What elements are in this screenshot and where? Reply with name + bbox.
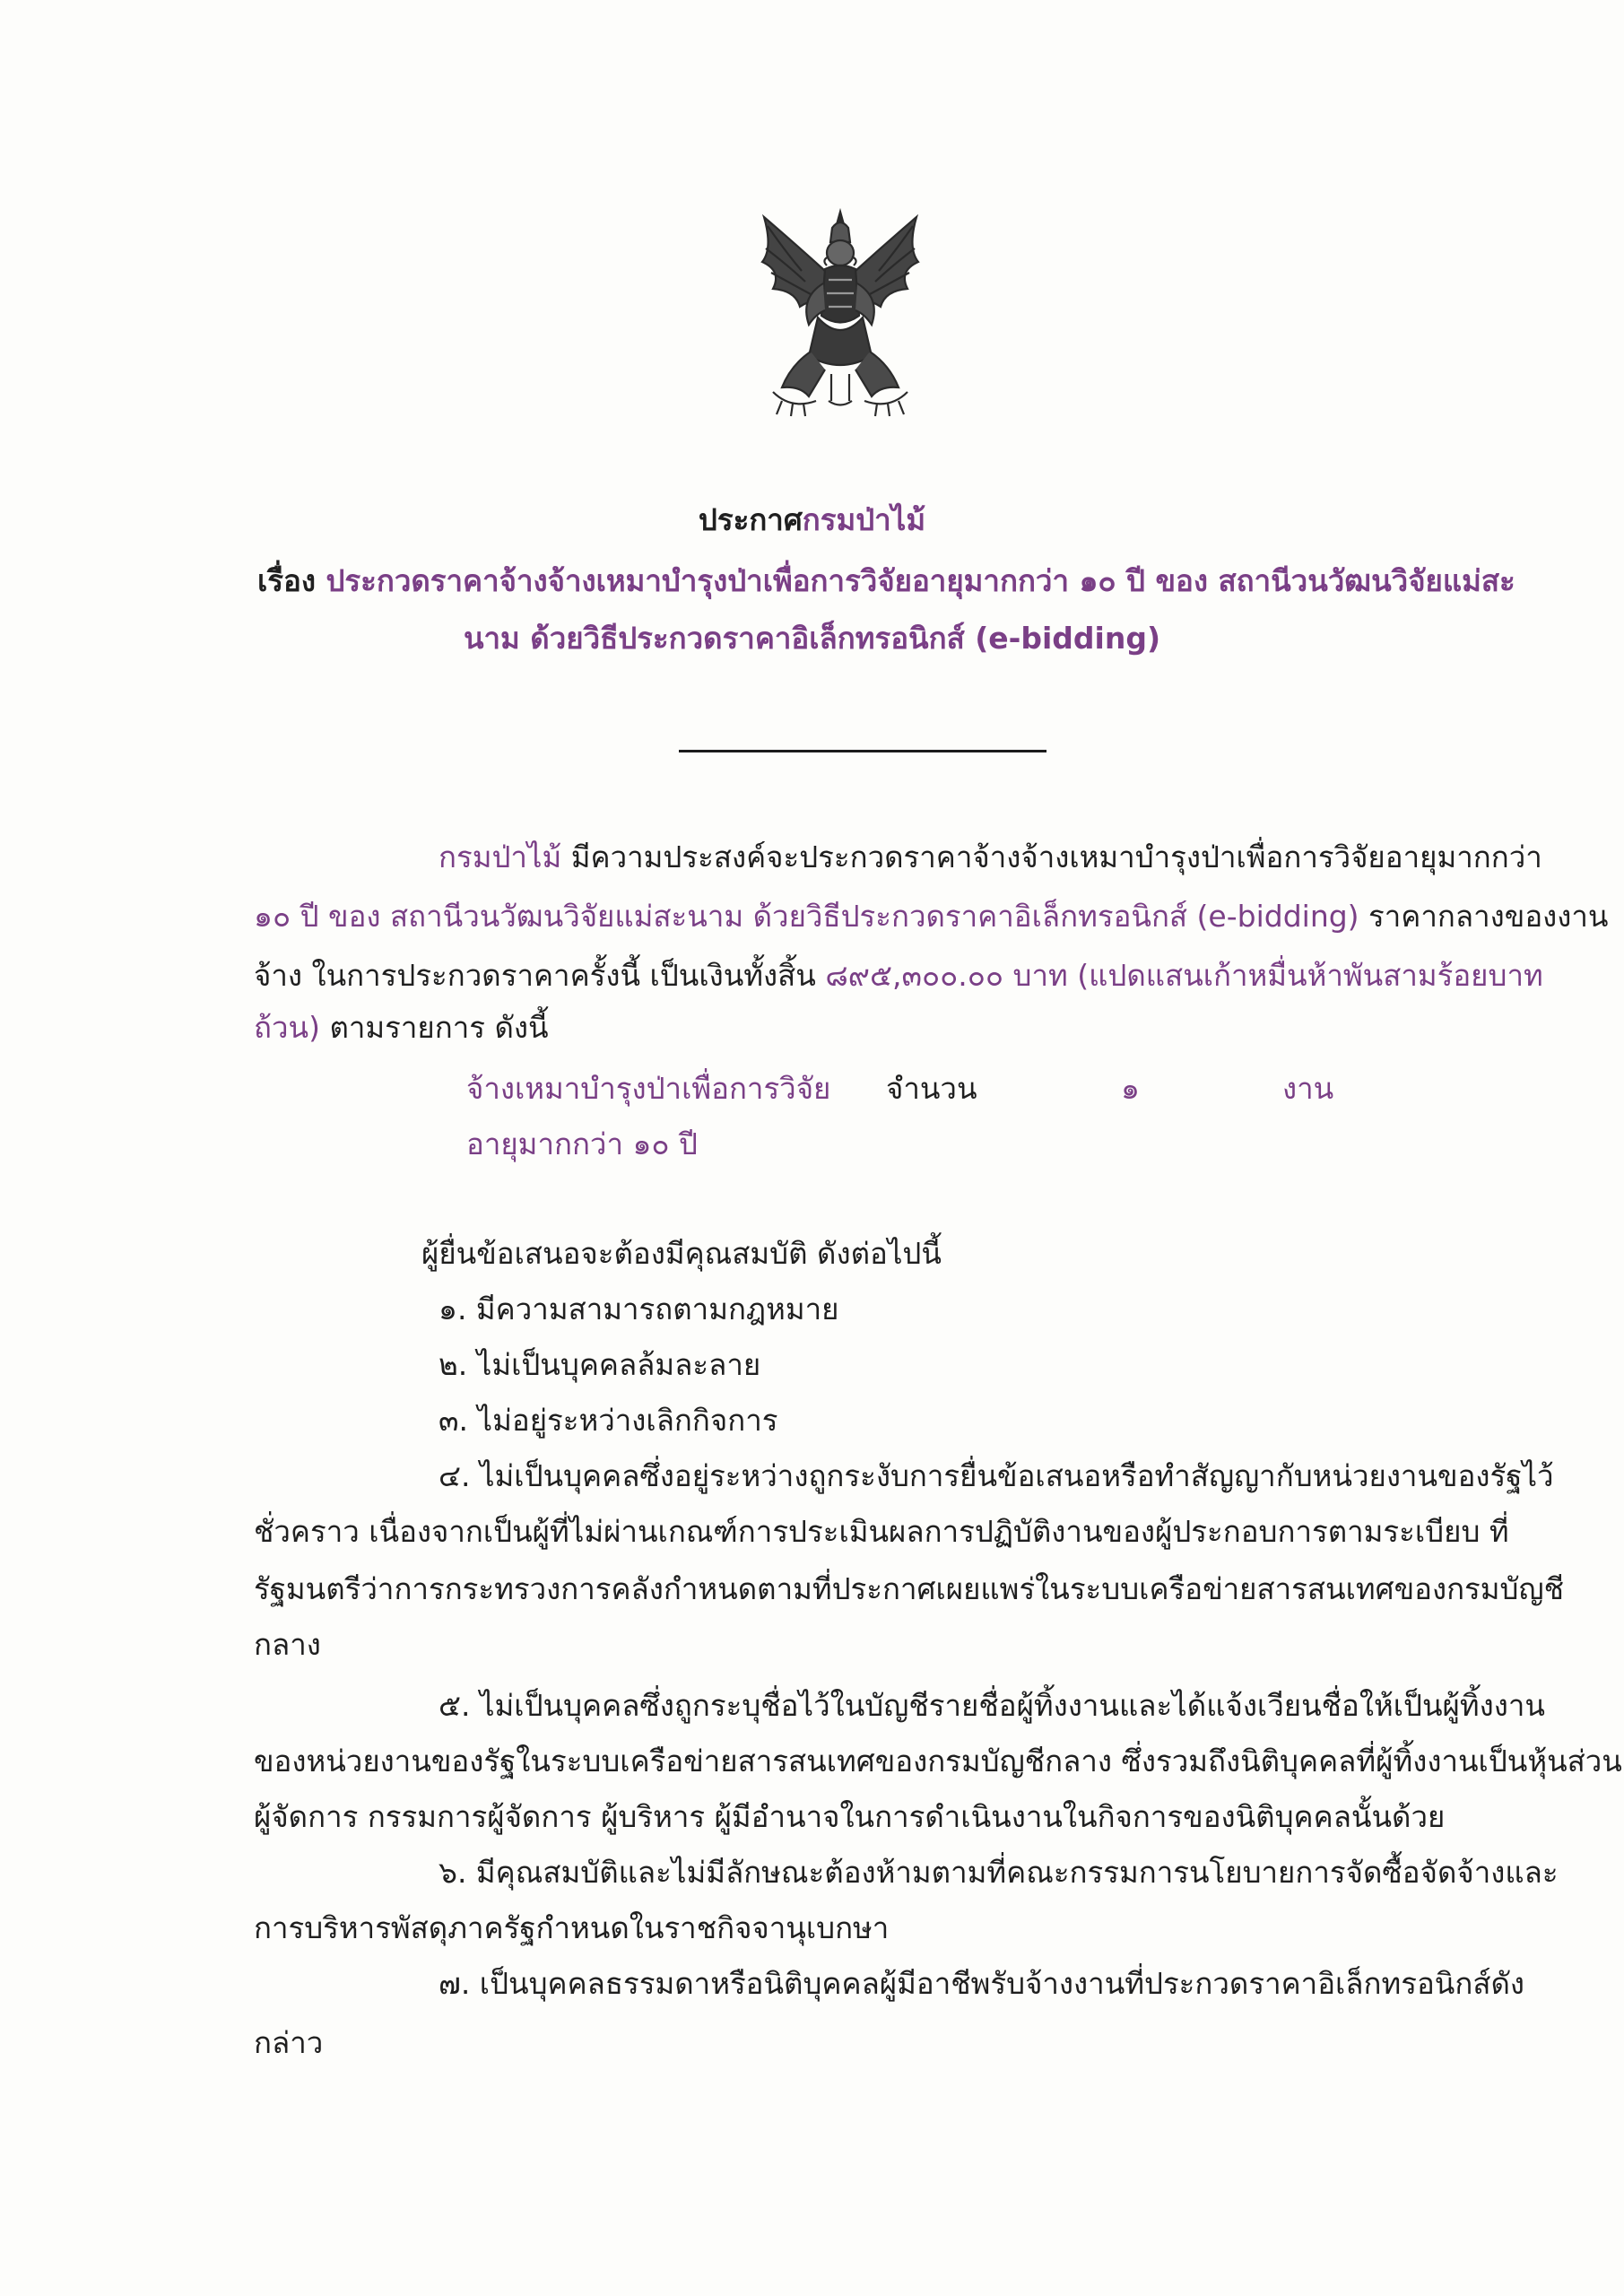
qualification-1: ๑. มีความสามารถตามกฎหมาย	[439, 1292, 839, 1326]
intro-org: กรมป่าไม้	[439, 839, 562, 874]
qualification-6-line-1: ๖. มีคุณสมบัติและไม่มีลักษณะต้องห้ามตามที่คณะกรรมการนโยบายการจัดซื้อจัดจ้างและ	[439, 1855, 1559, 1890]
qualification-3: ๓. ไม่อยู่ระหว่างเลิกกิจการ	[439, 1403, 778, 1438]
qualification-4-line-1: ๔. ไม่เป็นบุคคลซึ่งอยู่ระหว่างถูกระงับการยื่นข้อเสนอหรือทำสัญญากับหน่วยงานของรัฐไว้	[439, 1458, 1554, 1493]
item-unit: งาน	[1282, 1071, 1334, 1106]
title-divider	[679, 750, 1046, 752]
intro-line-2-tail: ราคากลางของงาน	[1359, 899, 1609, 934]
item-name-line-1: จ้างเหมาบำรุงป่าเพื่อการวิจัย	[466, 1071, 831, 1106]
subject-line-2: นาม ด้วยวิธีประกวดราคาอิเล็กทรอนิกส์ (e-bidding)	[463, 621, 1161, 656]
intro-line-3-text: จ้าง ในการประกวดราคาครั้งนี้ เป็นเงินทั้งสิ้น	[254, 958, 826, 993]
title-prefix: ประกาศ	[698, 502, 803, 537]
qualifications-heading: ผู้ยื่นข้อเสนอจะต้องมีคุณสมบัติ ดังต่อไปนี้	[421, 1236, 942, 1271]
garuda-emblem-icon	[746, 208, 934, 419]
intro-line-4	[254, 1008, 549, 1048]
item-qty-label: จำนวน	[886, 1071, 977, 1106]
intro-line-1	[439, 838, 1542, 877]
qualification-5-line-3: ผู้จัดการ กรรมการผู้จัดการ ผู้บริหาร ผู้มีอำนาจในการดำเนินงานในกิจการของนิติบุคคลนั้นด้วย	[254, 1799, 1446, 1834]
qualification-4-line-4: กลาง	[254, 1627, 321, 1662]
qualification-4-line-3: รัฐมนตรีว่าการกระทรวงการคลังกำหนดตามที่ประกาศเผยแพร่ในระบบเครือข่ายสารสนเทศของกรมบัญชี	[254, 1571, 1564, 1606]
announcement-title	[0, 500, 1624, 540]
intro-line-2	[254, 897, 1608, 936]
intro-line-1-text: มีความประสงค์จะประกวดราคาจ้างจ้างเหมาบำรุงป่าเพื่อการวิจัยอายุมากกว่า	[561, 839, 1542, 874]
subject-label: เรื่อง	[257, 563, 316, 598]
budget-amount-end: ถ้วน)	[254, 1010, 320, 1045]
item-name-line-2: อายุมากกว่า ๑๐ ปี	[466, 1126, 699, 1161]
qualification-2: ๒. ไม่เป็นบุคคลล้มละลาย	[439, 1347, 761, 1382]
budget-amount: ๘๙๕,๓๐๐.๐๐ บาท (แปดแสนเก้าหมื่นห้าพันสามร้อยบาท	[825, 958, 1543, 993]
qualification-5-line-2: ของหน่วยงานของรัฐในระบบเครือข่ายสารสนเทศของกรมบัญชีกลาง ซึ่งรวมถึงนิติบุคคลที่ผู้ทิ้งงานเป็นหุ้นส่วน	[254, 1744, 1622, 1779]
subject-text-1: ประกวดราคาจ้างจ้างเหมาบำรุงป่าเพื่อการวิจัยอายุมากกว่า ๑๐ ปี ของ สถานีวนวัฒนวิจัยแม่สะ	[326, 563, 1515, 598]
qualification-7-line-1: ๗. เป็นบุคคลธรรมดาหรือนิติบุคคลผู้มีอาชีพรับจ้างงานที่ประกวดราคาอิเล็กทรอนิกส์ดัง	[439, 1966, 1525, 2001]
intro-line-2-text: ๑๐ ปี ของ สถานีวนวัฒนวิจัยแม่สะนาม ด้วยวิธีประกวดราคาอิเล็กทรอนิกส์ (e-bidding)	[254, 899, 1359, 934]
title-org: กรมป่าไม้	[802, 502, 926, 537]
intro-line-4-text: ตามรายการ ดังนี้	[319, 1010, 549, 1045]
qualification-6-line-2: การบริหารพัสดุภาครัฐกำหนดในราชกิจจานุเบกษา	[254, 1910, 890, 1945]
intro-line-3	[254, 956, 1543, 996]
qualification-5-line-1: ๕. ไม่เป็นบุคคลซึ่งถูกระบุชื่อไว้ในบัญชีรายชื่อผู้ทิ้งงานและได้แจ้งเวียนชื่อให้เป็นผู้ทิ้งงาน	[439, 1688, 1545, 1723]
item-qty-value: ๑	[1121, 1071, 1140, 1106]
subject-line-1	[257, 561, 1515, 601]
qualification-4-line-2: ชั่วคราว เนื่องจากเป็นผู้ที่ไม่ผ่านเกณฑ์การประเมินผลการปฏิบัติงานของผู้ประกอบการตามระเบียบ ที่	[254, 1514, 1509, 1549]
qualification-7-line-2: กล่าว	[254, 2025, 324, 2060]
